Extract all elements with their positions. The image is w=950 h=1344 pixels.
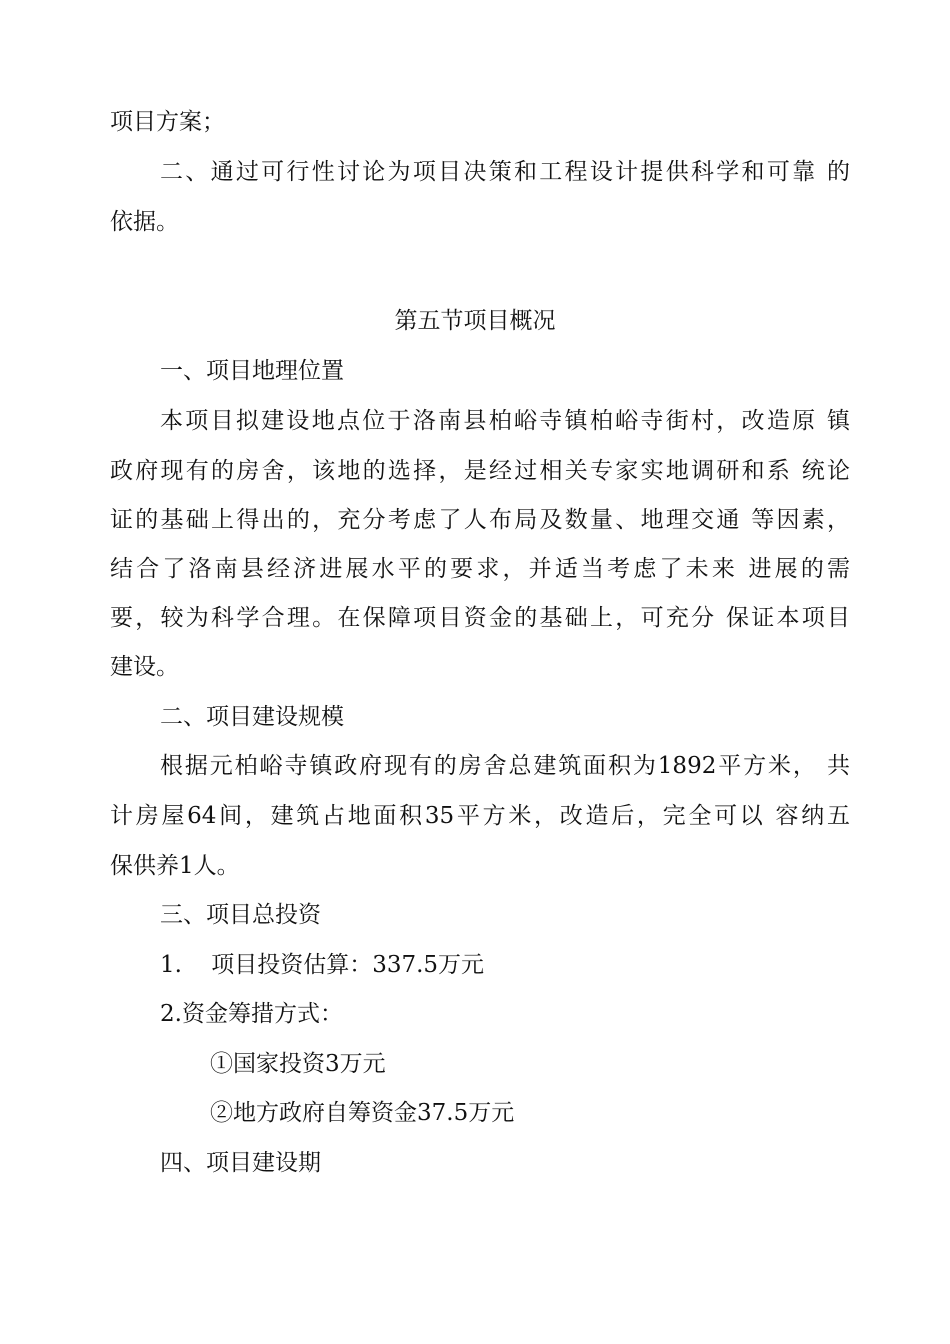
paragraph-line: 计房屋64间，建筑占地面积35平方米，改造后，完全可以 容纳五	[110, 803, 850, 829]
list-item: ①国家投资3万元	[210, 1051, 386, 1077]
paragraph-line: 政府现有的房舍，该地的选择，是经过相关专家实地调研和系 统论	[110, 458, 850, 484]
paragraph-line: 依据。	[110, 209, 179, 235]
paragraph-line: 本项目拟建设地点位于洛南县柏峪寺镇柏峪寺街村，改造原 镇	[160, 408, 850, 434]
list-item: 2.资金筹措方式：	[160, 1001, 343, 1027]
paragraph-line: 根据元柏峪寺镇政府现有的房舍总建筑面积为1892平方米， 共	[160, 753, 850, 779]
paragraph-line: 项目方案；	[110, 109, 225, 135]
paragraph-line: 保供养1人。	[110, 853, 240, 879]
paragraph-line: 建设。	[110, 654, 179, 680]
paragraph-line: 二、通过可行性讨论为项目决策和工程设计提供科学和可靠 的	[160, 159, 850, 185]
paragraph-line: 证的基础上得出的，充分考虑了人布局及数量、地理交通 等因素，	[110, 507, 850, 533]
paragraph-line: 要，较为科学合理。在保障项目资金的基础上，可充分 保证本项目	[110, 605, 850, 631]
subsection-heading: 二、项目建设规模	[160, 704, 344, 730]
paragraph-line: 结合了洛南县经济进展水平的要求，并适当考虑了未来 进展的需	[110, 556, 850, 582]
subsection-heading: 四、项目建设期	[160, 1150, 321, 1176]
list-item: 1. 项目投资估算：337.5万元	[160, 952, 485, 978]
subsection-heading: 三、项目总投资	[160, 902, 321, 928]
section-heading: 第五节项目概况	[394, 308, 556, 334]
list-item: ②地方政府自筹资金37.5万元	[210, 1100, 515, 1126]
subsection-heading: 一、项目地理位置	[160, 358, 344, 384]
